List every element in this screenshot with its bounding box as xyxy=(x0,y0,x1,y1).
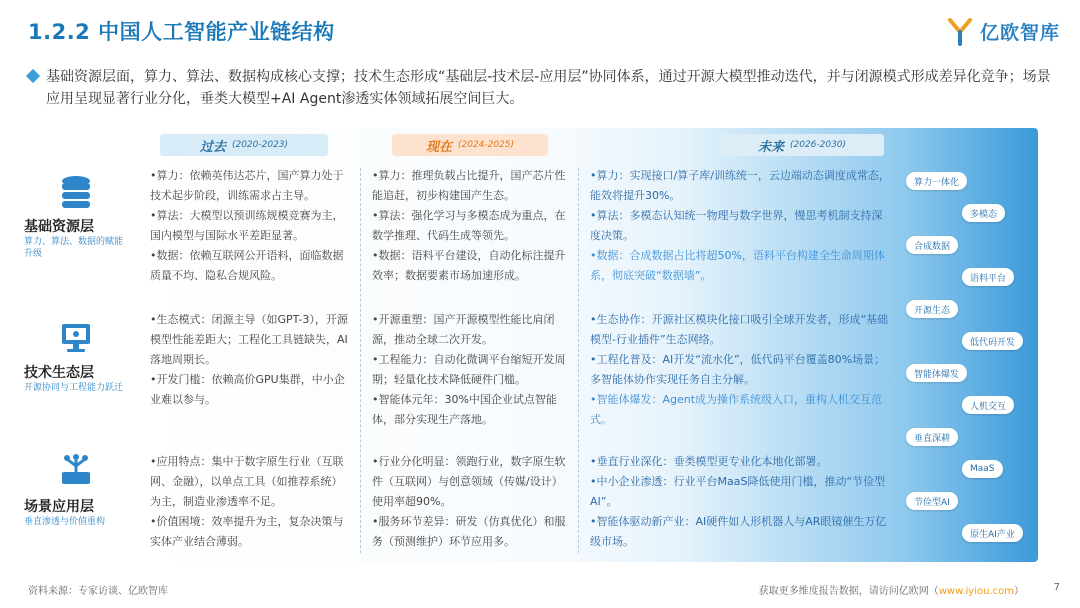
row-name: 场景应用层 xyxy=(24,499,94,515)
keyword-tag: 人机交互 xyxy=(962,396,1014,414)
row-subtitle: 算力、算法、数据的赋能升级 xyxy=(24,237,124,259)
brand-name: 亿欧智库 xyxy=(979,21,1060,44)
row-name: 技术生态层 xyxy=(24,365,94,381)
column-range: (2026-2030) xyxy=(789,140,847,150)
cell-line: •服务环节差异：研发（仿真优化）和服务（预测维护）环节应用多。 xyxy=(372,515,566,548)
cell-line: •算力：依赖英伟达芯片，国产算力处于技术起步阶段，训练需求占主导。 xyxy=(150,169,344,202)
column-range: (2024-2025) xyxy=(457,140,515,150)
cell-line: •生态模式：闭源主导（如GPT-3），开源模型性能差距大；工程化工具链缺失，AI落地周期长。 xyxy=(150,313,348,366)
keyword-tag: MaaS xyxy=(962,460,1003,478)
keyword-tag: 原生AI产业 xyxy=(962,524,1023,542)
row-label-ecosystem xyxy=(24,318,128,394)
brand-logo xyxy=(946,16,1060,46)
cell-line: •智能体爆发：Agent成为操作系统级入口，重构人机交互范式。 xyxy=(590,393,883,426)
monitor-icon xyxy=(56,318,96,358)
keyword-tag: 合成数据 xyxy=(906,236,958,254)
cell-eco-future xyxy=(590,310,890,430)
cell-app-future xyxy=(590,452,890,552)
summary-text xyxy=(28,66,1058,110)
keyword-tag: 垂直深耕 xyxy=(906,428,958,446)
cell-app-past xyxy=(150,452,350,552)
keyword-tag: 节俭型AI xyxy=(906,492,958,510)
keyword-tag: 算力一体化 xyxy=(906,172,967,190)
cell-line: •智能体元年：30%中国企业试点智能体，部分实现生产落地。 xyxy=(372,393,557,426)
cell-line: •工程化普及：AI开发“流水化”，低代码平台覆盖80%场景；多智能体协作实现任务自主分解。 xyxy=(590,353,886,386)
column-label: 过去 xyxy=(199,139,226,155)
row-subtitle: 开源协同与工程能力跃迁 xyxy=(24,383,124,393)
cell-line: •数据：语料平台建设，自动化标注提升效率；数据要素市场加速形成。 xyxy=(372,249,566,282)
keyword-tag: 多模态 xyxy=(962,204,1005,222)
cell-line: •算法：大模型以预训练规模竞赛为主，国内模型与国际水平差距显著。 xyxy=(150,209,344,242)
cell-line: •价值困境：效率提升为主，复杂决策与实体产业结合薄弱。 xyxy=(150,515,344,548)
column-header-past xyxy=(160,134,328,156)
cell-infra-now xyxy=(372,166,568,286)
cell-line: •工程能力：自动化微调平台缩短开发周期；轻量化技术降低硬件门槛。 xyxy=(372,353,566,386)
cell-eco-past xyxy=(150,310,350,410)
column-range: (2020-2023) xyxy=(231,140,289,150)
cell-line: •生态协作：开源社区模块化接口吸引全球开发者，形成“基础模型-行业插件”生态网络。 xyxy=(590,313,889,346)
cell-line: •数据：合成数据占比将超50%，语料平台构建全生命周期体系，彻底突破“数据墙”。 xyxy=(590,249,885,282)
cell-line: •开源重塑：国产开源模型性能比肩闭源，推动全球二次开发。 xyxy=(372,313,555,346)
keyword-tag: 语料平台 xyxy=(962,268,1014,286)
column-header-future xyxy=(720,134,884,156)
footer-more-text: 获取更多维度报告数据，请访问亿欧网（ xyxy=(758,586,939,597)
cell-line: •算力：实现接口/算子库/训练统一，云边端动态调度成常态，能效将提升30%。 xyxy=(590,169,890,202)
website-link[interactable]: www.iyiou.com xyxy=(938,586,1014,597)
footer-more xyxy=(759,582,1024,597)
cell-line: •算法：强化学习与多模态成为重点，在数学推理、代码生成等领先。 xyxy=(372,209,566,242)
cell-line: •开发门槛：依赖高价GPU集群，中小企业难以参与。 xyxy=(150,373,345,406)
source-note: 资料来源：专家访谈、亿欧智库 xyxy=(28,586,168,597)
column-divider xyxy=(360,168,361,553)
cell-infra-future xyxy=(590,166,890,286)
cell-line: •数据：依赖互联网公开语料，面临数据质量不均、隐私合规风险。 xyxy=(150,249,344,282)
cell-line: •中小企业渗透：行业平台MaaS降低使用门槛，推动“节俭型AI”。 xyxy=(590,475,886,508)
cell-line: •算法：多模态认知统一物理与数字世界，慢思考机制支持深度决策。 xyxy=(590,209,883,242)
keyword-tag: 智能体爆发 xyxy=(906,364,967,382)
network-tree-icon xyxy=(56,452,96,492)
cell-eco-now xyxy=(372,310,568,430)
footer-more-end: ） xyxy=(1014,586,1024,597)
row-subtitle: 垂直渗透与价值重构 xyxy=(24,517,106,527)
cell-line: •垂直行业深化：垂类模型更专业化本地化部署。 xyxy=(590,455,828,468)
cell-line: •算力：推理负载占比提升，国产芯片性能追赶，初步构建国产生态。 xyxy=(372,169,566,202)
diamond-bullet-icon xyxy=(26,69,40,83)
summary-body: 基础资源层面，算力、算法、数据构成核心支撑；技术生态形成“基础层-技术层-应用层”协同体系，通过开源大模型推动迭代，并与闭源模式形成差异化竞争；场景应用呈现显著行业分化，垂类大模型+AI Agent渗透实体领域拓展空间巨大。 xyxy=(46,69,1051,107)
cell-app-now xyxy=(372,452,568,552)
cell-line: •智能体驱动新产业：AI硬件如人形机器人与AR眼镜催生万亿级市场。 xyxy=(590,515,887,548)
column-header-now xyxy=(392,134,548,156)
logo-mark-icon xyxy=(946,16,974,46)
column-divider xyxy=(578,168,579,553)
cell-line: •应用特点：集中于数字原生行业（互联网、金融），以单点工具（如推荐系统）为主，制造业渗透率不足。 xyxy=(150,455,344,508)
column-label: 未来 xyxy=(757,139,784,155)
column-label: 现在 xyxy=(425,139,452,155)
database-icon xyxy=(56,172,96,212)
cell-line: •行业分化明显：领跑行业，数字原生软件（互联网）与创意领域（传媒/设计）使用率超90%。 xyxy=(372,455,566,508)
row-name: 基础资源层 xyxy=(24,219,94,235)
page-number: 7 xyxy=(1053,582,1060,593)
row-label-application xyxy=(24,452,128,528)
keyword-tag: 开源生态 xyxy=(906,300,958,318)
row-label-infrastructure xyxy=(24,172,128,260)
keyword-tag: 低代码开发 xyxy=(962,332,1023,350)
cell-infra-past xyxy=(150,166,350,286)
page-title: 1.2.2 中国人工智能产业链结构 xyxy=(28,20,335,44)
